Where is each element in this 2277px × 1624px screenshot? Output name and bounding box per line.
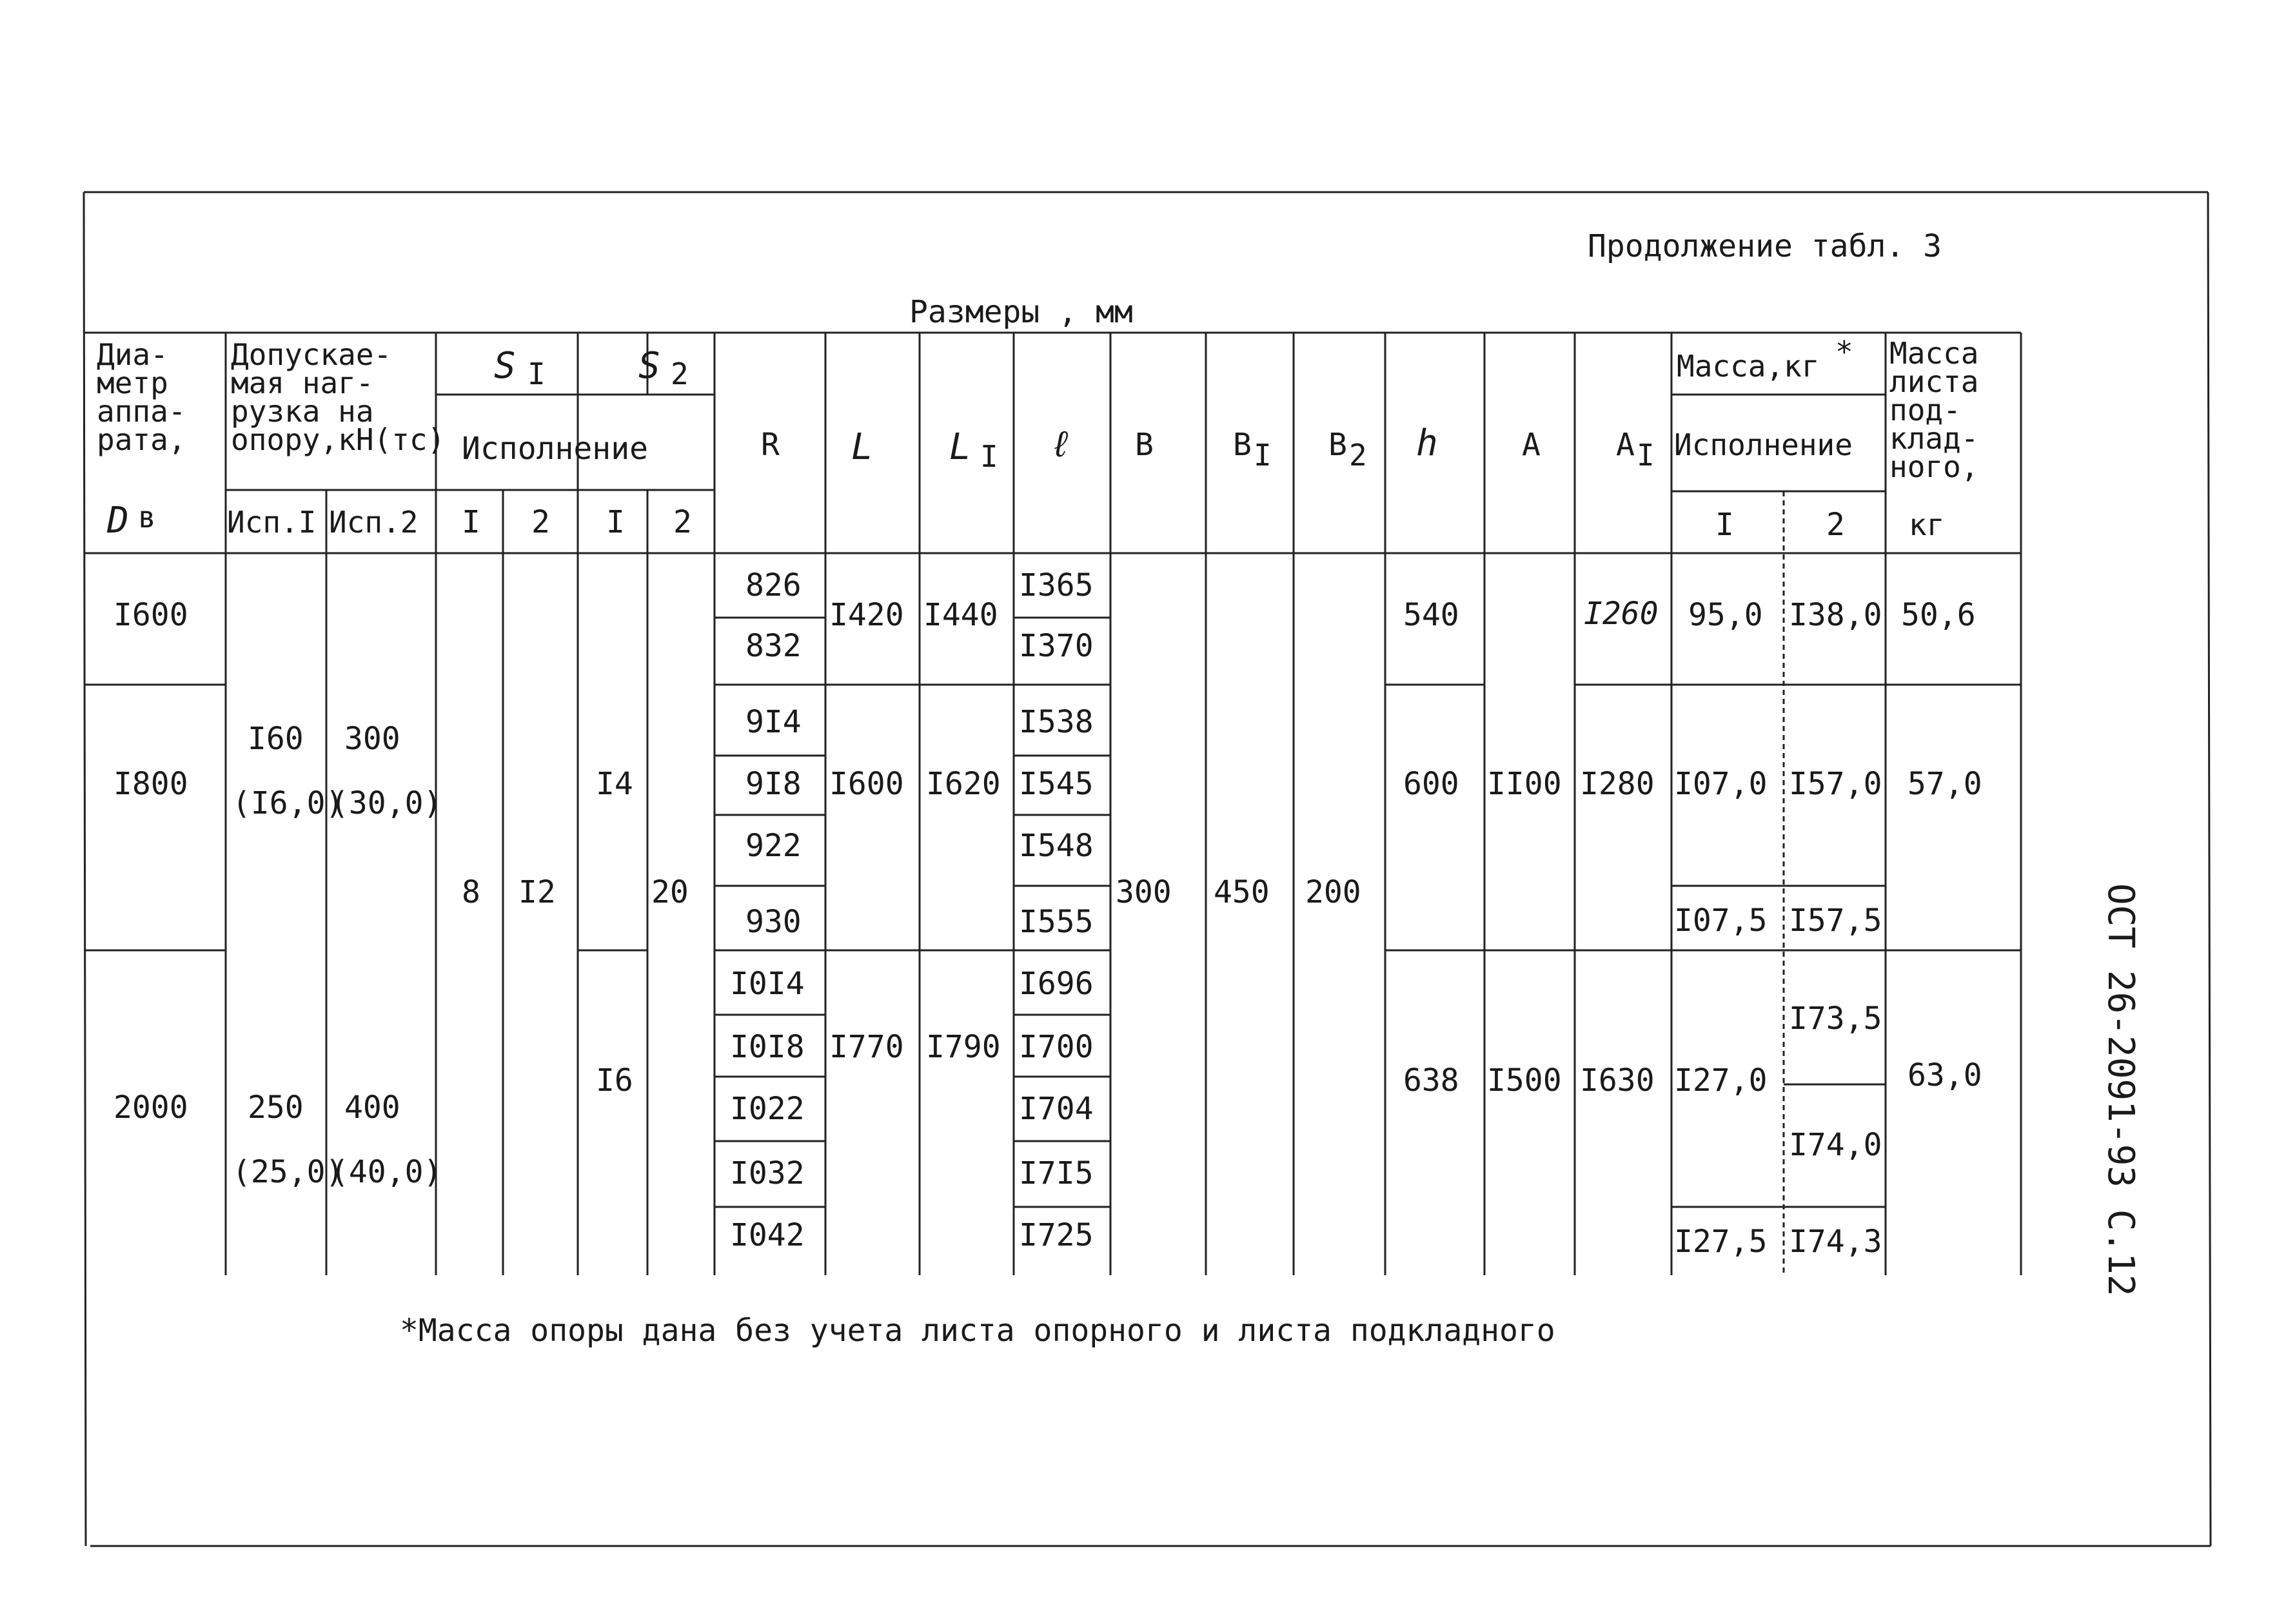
cell-h-1: 540 bbox=[1403, 597, 1459, 633]
cell-s2-exec-1-b: I6 bbox=[596, 1062, 633, 1099]
cell-L-3: I770 bbox=[829, 1029, 904, 1065]
cell-A-2: I500 bbox=[1487, 1062, 1562, 1099]
cell-s2-exec-2: 20 bbox=[651, 874, 689, 910]
cell-diameter-1800: I800 bbox=[113, 766, 188, 802]
header-B: B bbox=[1135, 427, 1154, 463]
cell-load-isp1-a: I60 bbox=[248, 721, 304, 757]
cell-R-3: 9I4 bbox=[745, 704, 802, 740]
cell-h-2: 600 bbox=[1403, 766, 1459, 802]
cell-l-9: I704 bbox=[1019, 1091, 1094, 1127]
header-diameter-symbol: D bbox=[107, 500, 129, 542]
dimensions-heading: Размеры , мм bbox=[909, 294, 1133, 330]
cell-mass2-6: I74,3 bbox=[1789, 1224, 1882, 1260]
cell-l-2: I370 bbox=[1019, 628, 1094, 664]
header-load-line-2: мая наг- bbox=[231, 366, 374, 400]
cell-L1-1: I440 bbox=[923, 597, 998, 633]
cell-s1-exec-1: 8 bbox=[462, 874, 480, 910]
cell-mass2-5: I74,0 bbox=[1789, 1127, 1882, 1163]
cell-sheet-mass-3: 63,0 bbox=[1907, 1057, 1982, 1093]
footnote: *Масса опоры дана без учета листа опорного и листа подкладного bbox=[400, 1313, 1555, 1349]
header-R: R bbox=[761, 427, 780, 463]
header-B2-subscript: 2 bbox=[1349, 438, 1367, 473]
cell-mass2-3: I57,5 bbox=[1789, 903, 1882, 939]
cell-R-9: I022 bbox=[730, 1091, 805, 1127]
header-mass-exec-2: 2 bbox=[1826, 507, 1845, 543]
header-load-line-1: Допускае- bbox=[231, 337, 392, 372]
header-A: A bbox=[1522, 427, 1541, 463]
header-s1-exec-2: 2 bbox=[531, 504, 550, 540]
header-load-isp1: Исп.I bbox=[227, 505, 317, 540]
cell-L1-3: I790 bbox=[926, 1029, 1001, 1065]
cell-s2-exec-1-a: I4 bbox=[596, 766, 633, 802]
header-A1-subscript: I bbox=[1637, 438, 1655, 473]
cell-mass2-1: I38,0 bbox=[1789, 597, 1882, 633]
header-mass-footnote-mark: * bbox=[1835, 335, 1853, 369]
cell-load-isp2-b-tc: (40,0) bbox=[330, 1154, 442, 1190]
header-s2-subscript: 2 bbox=[671, 357, 689, 391]
header-mass-label: Масса,кг bbox=[1677, 349, 1820, 384]
cell-load-isp1-b-tc: (25,0) bbox=[232, 1154, 344, 1190]
cell-B: 300 bbox=[1116, 874, 1172, 910]
cell-R-5: 922 bbox=[745, 828, 802, 864]
cell-R-8: I0I8 bbox=[730, 1029, 805, 1065]
cell-s1-exec-2: I2 bbox=[518, 874, 556, 910]
header-mass-exec-1: I bbox=[1715, 507, 1734, 543]
cell-mass1-3: I07,5 bbox=[1674, 903, 1768, 939]
cell-R-2: 832 bbox=[745, 628, 802, 664]
table-header bbox=[97, 335, 1978, 543]
cell-l-1: I365 bbox=[1019, 567, 1094, 603]
cell-load-isp1-a-tc: (I6,0) bbox=[232, 785, 344, 821]
header-execution-label: Исполнение bbox=[462, 431, 648, 467]
header-sheet-mass-line-4: клад- bbox=[1889, 421, 1979, 456]
header-B2: B bbox=[1328, 427, 1347, 463]
header-h: h bbox=[1416, 422, 1438, 464]
header-sheet-mass-line-5: ного, bbox=[1889, 449, 1979, 484]
cell-load-isp2-b: 400 bbox=[344, 1090, 400, 1126]
cell-l-7: I696 bbox=[1019, 966, 1094, 1002]
document-code-label: ОСТ 26-2091-93 С.12 bbox=[2100, 883, 2142, 1296]
header-load-line-4: опору,кН(тс) bbox=[231, 422, 446, 457]
header-L1: L bbox=[949, 426, 971, 468]
header-sheet-mass-line-3: под- bbox=[1889, 393, 1961, 427]
header-B1: B bbox=[1233, 427, 1252, 463]
cell-diameter-1600: I600 bbox=[113, 597, 188, 633]
cell-A1-1: I260 bbox=[1584, 596, 1659, 632]
header-diameter-subscript: в bbox=[138, 500, 156, 534]
cell-l-4: I545 bbox=[1019, 766, 1094, 802]
header-s2-exec-1: I bbox=[606, 504, 625, 540]
cell-l-10: I7I5 bbox=[1019, 1155, 1094, 1191]
header-sheet-mass-line-1: Масса bbox=[1889, 336, 1979, 371]
table-caption: Продолжение табл. 3 bbox=[1588, 228, 1942, 264]
cell-sheet-mass-1: 50,6 bbox=[1901, 597, 1976, 633]
cell-l-6: I555 bbox=[1019, 904, 1094, 940]
header-l: ℓ bbox=[1050, 424, 1072, 465]
header-s1-symbol: S bbox=[494, 345, 516, 387]
cell-R-1: 826 bbox=[745, 567, 802, 603]
header-L: L bbox=[851, 426, 873, 468]
cell-l-8: I700 bbox=[1019, 1029, 1094, 1065]
cell-diameter-2000: 2000 bbox=[113, 1090, 188, 1126]
table-body bbox=[113, 567, 1982, 1260]
header-diameter-line-4: рата, bbox=[97, 422, 186, 457]
cell-R-7: I0I4 bbox=[730, 966, 805, 1002]
header-diameter-line-1: Диа- bbox=[97, 337, 168, 372]
cell-R-6: 930 bbox=[745, 904, 802, 940]
cell-L-2: I600 bbox=[829, 766, 904, 802]
header-load-isp2: Исп.2 bbox=[329, 505, 419, 540]
cell-l-11: I725 bbox=[1019, 1217, 1094, 1253]
cell-l-5: I548 bbox=[1019, 828, 1094, 864]
header-sheet-mass-line-2: листа bbox=[1889, 364, 1979, 399]
cell-A-1: II00 bbox=[1487, 766, 1562, 802]
header-load-line-3: рузка на bbox=[231, 394, 374, 429]
header-diameter-line-2: метр bbox=[97, 366, 168, 400]
cell-load-isp1-b: 250 bbox=[248, 1090, 304, 1126]
cell-mass1-5: I27,5 bbox=[1674, 1224, 1768, 1260]
header-s2-symbol: S bbox=[638, 345, 660, 387]
cell-mass2-2: I57,0 bbox=[1789, 766, 1882, 802]
cell-mass1-2: I07,0 bbox=[1674, 766, 1768, 802]
cell-load-isp2-a-tc: (30,0) bbox=[330, 785, 442, 821]
header-mass-execution: Исполнение bbox=[1674, 427, 1853, 462]
cell-R-11: I042 bbox=[730, 1217, 805, 1253]
cell-R-10: I032 bbox=[730, 1155, 805, 1191]
header-s2-exec-2: 2 bbox=[673, 504, 692, 540]
cell-mass2-4: I73,5 bbox=[1789, 1001, 1882, 1037]
cell-mass1-4: I27,0 bbox=[1674, 1062, 1768, 1099]
cell-L1-2: I620 bbox=[926, 766, 1001, 802]
cell-l-3: I538 bbox=[1019, 704, 1094, 740]
cell-B1: 450 bbox=[1214, 874, 1270, 910]
cell-h-3: 638 bbox=[1403, 1062, 1459, 1099]
cell-R-4: 9I8 bbox=[745, 766, 802, 802]
cell-L-1: I420 bbox=[829, 597, 904, 633]
header-B1-subscript: I bbox=[1254, 438, 1272, 473]
header-s1-subscript: I bbox=[527, 357, 546, 391]
header-sheet-mass-unit: кг bbox=[1909, 507, 1945, 542]
cell-A1-2: I280 bbox=[1580, 766, 1655, 802]
header-A1: A bbox=[1616, 427, 1635, 463]
header-L1-subscript: I bbox=[980, 439, 998, 474]
cell-mass1-1: 95,0 bbox=[1688, 597, 1763, 633]
header-s1-exec-1: I bbox=[462, 504, 480, 540]
cell-sheet-mass-2: 57,0 bbox=[1907, 766, 1982, 802]
cell-B2: 200 bbox=[1305, 874, 1361, 910]
cell-A1-3: I630 bbox=[1580, 1062, 1655, 1099]
cell-load-isp2-a: 300 bbox=[344, 721, 400, 757]
header-diameter-line-3: аппа- bbox=[97, 394, 186, 429]
